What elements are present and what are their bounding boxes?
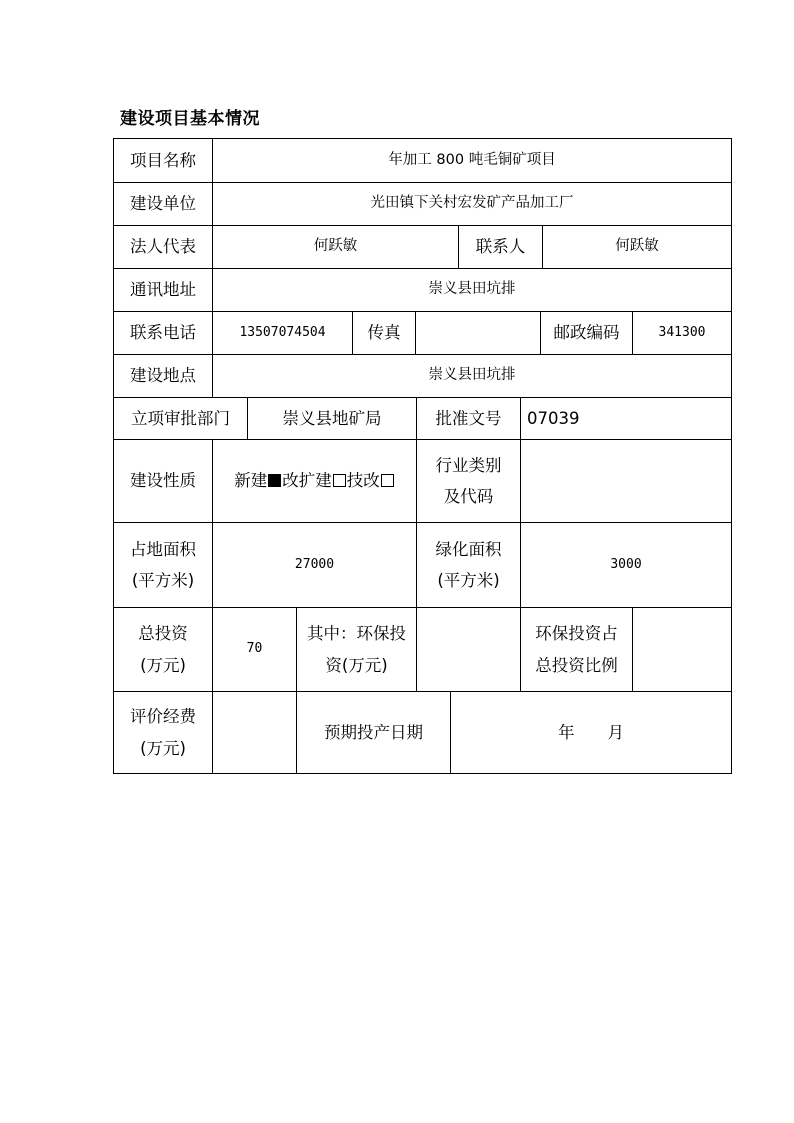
production-date-value: 年 月 — [450, 691, 731, 773]
total-investment-value: 70 — [212, 607, 296, 691]
address-label: 通讯地址 — [114, 268, 212, 311]
construction-unit-value: 光田镇下关村宏发矿产品加工厂 — [212, 182, 731, 225]
contact-value: 何跃敏 — [542, 225, 731, 268]
production-date-label: 预期投产日期 — [296, 691, 450, 773]
env-investment-value — [416, 607, 520, 691]
nature-option-tech: 技改 — [347, 465, 395, 496]
nature-label: 建设性质 — [114, 439, 212, 522]
empty-box-icon — [381, 474, 394, 487]
postcode-label: 邮政编码 — [540, 311, 632, 354]
project-info-table — [113, 138, 732, 774]
nature-options — [212, 439, 416, 522]
page-title: 建设项目基本情况 — [120, 109, 260, 129]
project-name-label: 项目名称 — [130, 150, 196, 170]
approval-doc-label: 批准文号 — [416, 397, 520, 439]
assessment-fee-value — [212, 691, 296, 773]
phone-value: 13507074504 — [212, 311, 352, 354]
construction-unit-label: 建设单位 — [114, 182, 212, 225]
legal-rep-value: 何跃敏 — [212, 225, 458, 268]
fax-label: 传真 — [352, 311, 415, 354]
approval-dept-value: 崇义县地矿局 — [247, 397, 416, 439]
nature-option-expand: 改扩建 — [282, 465, 347, 496]
postcode-value: 341300 — [632, 311, 731, 354]
total-investment-label: 总投资 (万元) — [114, 607, 212, 691]
env-investment-label: 其中：环保投 资(万元) — [296, 607, 416, 691]
industry-value — [520, 439, 731, 522]
site-label: 建设地点 — [114, 354, 212, 397]
site-value: 崇义县田坑排 — [212, 354, 731, 397]
empty-box-icon — [333, 474, 346, 487]
address-value: 崇义县田坑排 — [212, 268, 731, 311]
legal-rep-label: 法人代表 — [114, 225, 212, 268]
env-ratio-label: 环保投资占 总投资比例 — [520, 607, 632, 691]
contact-label: 联系人 — [458, 225, 542, 268]
green-area-label: 绿化面积 (平方米) — [416, 522, 520, 607]
fax-value — [415, 311, 540, 354]
land-area-label: 占地面积 (平方米) — [114, 522, 212, 607]
approval-doc-value: 07039 — [520, 397, 731, 439]
nature-option-new: 新建 — [234, 465, 282, 496]
green-area-value: 3000 — [520, 522, 731, 607]
assessment-fee-label: 评价经费 (万元) — [114, 691, 212, 773]
phone-label: 联系电话 — [114, 311, 212, 354]
land-area-value: 27000 — [212, 522, 416, 607]
env-ratio-value — [632, 607, 731, 691]
checked-box-icon — [268, 474, 281, 487]
project-name-value: 年加工 800 吨毛铜矿项目 — [212, 139, 731, 182]
industry-label: 行业类别 及代码 — [416, 439, 520, 522]
approval-dept-label: 立项审批部门 — [114, 397, 247, 439]
